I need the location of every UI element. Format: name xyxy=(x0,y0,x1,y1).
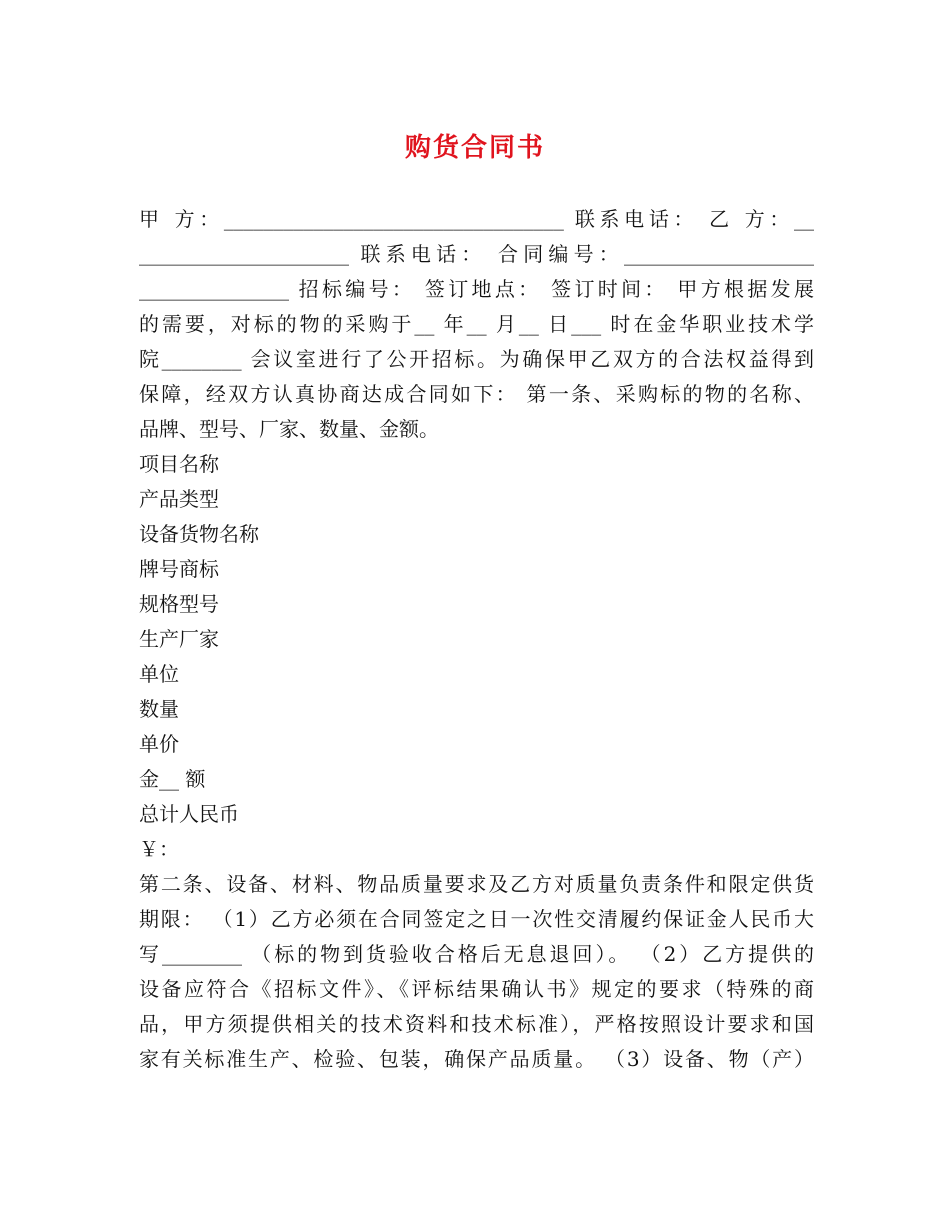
item-field-label: 数量 xyxy=(139,697,179,721)
body-line: 院________ 会议室进行了公开招标。为确保甲乙双方的合法权益得到 xyxy=(139,347,814,371)
body-line: 家有关标准生产、检验、包装，确保产品质量。 （3）设备、物（产） xyxy=(139,1047,814,1071)
item-field-label: 生产厂家 xyxy=(139,627,219,651)
document-title: 购货合同书 xyxy=(404,133,545,163)
item-field-label: 单位 xyxy=(139,662,179,686)
item-field-label: 单价 xyxy=(139,732,179,756)
item-field-label: 金__ 额 xyxy=(139,767,206,791)
body-line: 甲 方：__________________________________ 联系电话： 乙 方：__ xyxy=(139,207,814,231)
body-line: _____________________ 联系电话： 合同编号：___________________ xyxy=(139,242,814,266)
body-line: 品，甲方须提供相关的技术资料和技术标准），严格按照设计要求和国 xyxy=(139,1012,814,1036)
item-field-label: 牌号商标 xyxy=(139,557,219,581)
body-line: _______________ 招标编号： 签订地点： 签订时间： 甲方根据发展 xyxy=(139,277,814,301)
item-field-label: 规格型号 xyxy=(139,592,219,616)
item-field-label: 设备货物名称 xyxy=(139,522,259,546)
body-line: 品牌、型号、厂家、数量、金额。 xyxy=(139,417,439,441)
body-line: 期限： （1）乙方必须在合同签定之日一次性交清履约保证金人民币大 xyxy=(139,907,814,931)
body-line: 写________ （标的物到货验收合格后无息退回）。 （2）乙方提供的 xyxy=(139,942,814,966)
body-line: 设备应符合《招标文件》、《评标结果确认书》规定的要求（特殊的商 xyxy=(139,977,814,1001)
contract-body xyxy=(139,202,814,1077)
body-line: 的需要，对标的物的采购于__ 年__ 月__ 日___ 时在金华职业技术学 xyxy=(139,312,814,336)
body-line: 保障，经双方认真协商达成合同如下： 第一条、采购标的物的名称、 xyxy=(139,382,814,406)
total-amount-label: ￥： xyxy=(139,837,179,861)
total-label: 总计人民币 xyxy=(139,802,239,826)
body-line: 第二条、设备、材料、物品质量要求及乙方对质量负责条件和限定供货 xyxy=(139,872,814,896)
item-field-label: 项目名称 xyxy=(139,452,219,476)
item-field-label: 产品类型 xyxy=(139,487,219,511)
